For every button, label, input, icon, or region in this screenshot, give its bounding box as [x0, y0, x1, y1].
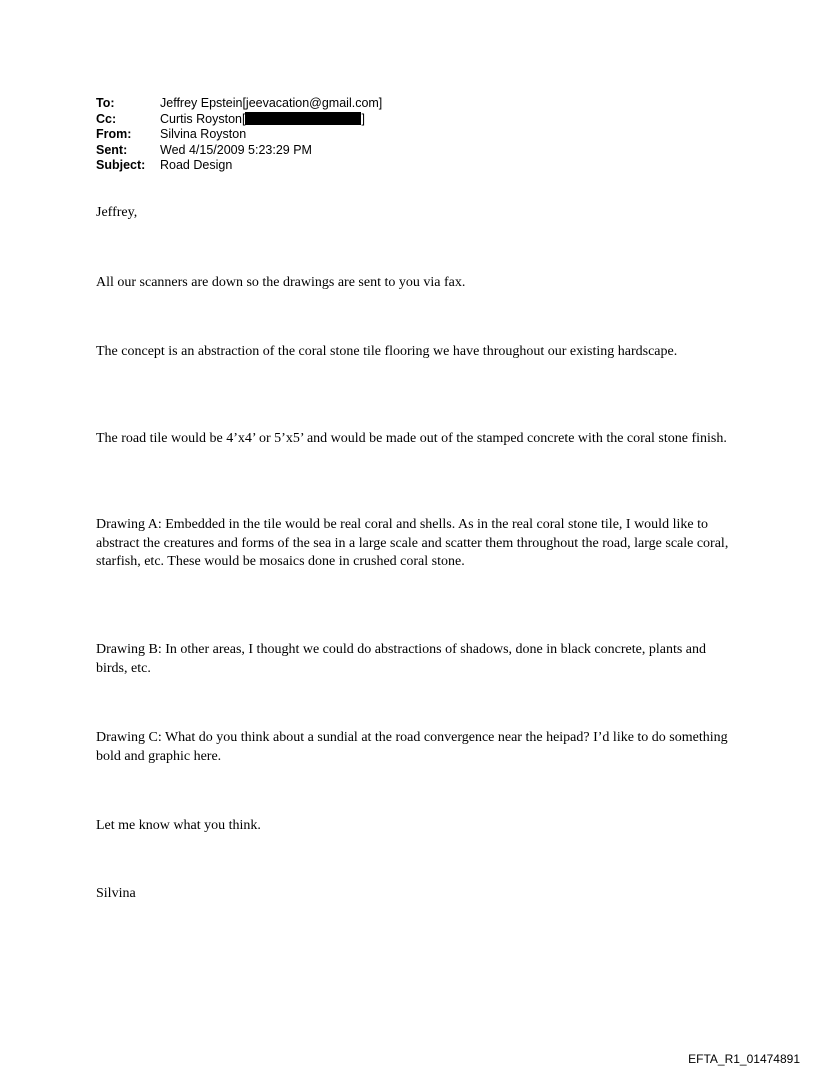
subject-row — [96, 158, 382, 174]
to-label: To: — [96, 96, 115, 110]
sent-row — [96, 143, 382, 159]
body-paragraph: Drawing A: Embedded in the tile would be real coral and shells. As in the real coral stone tile, I would like to abstract the creatures and forms of the sea in a large scale and scatter them throughout the road, large scale coral, starfish, etc. These would be mosaics done in crushed coral stone. — [96, 517, 729, 569]
to-row — [96, 96, 382, 112]
sent-value: Wed 4/15/2009 5:23:29 PM — [160, 142, 312, 157]
body-paragraph: The road tile would be 4’x4’ or 5’x5’ and would be made out of the stamped concrete with the coral stone finish. — [96, 431, 727, 446]
cc-label: Cc: — [96, 111, 117, 126]
cc-value — [160, 112, 365, 128]
body-paragraph: All our scanners are down so the drawings are sent to you via fax. — [96, 275, 466, 290]
cc-close-bracket: ] — [361, 111, 365, 126]
from-value: Silvina Royston — [160, 127, 247, 141]
redaction-box — [245, 112, 361, 125]
greeting: Jeffrey, — [96, 205, 138, 220]
cc-name: Curtis Royston[ — [160, 111, 246, 126]
cc-row — [96, 112, 382, 128]
subject-label: Subject: — [96, 158, 146, 172]
document-id: EFTA_R1_01474891 — [688, 1052, 800, 1066]
email-header — [96, 96, 382, 174]
body-paragraph: The concept is an abstraction of the coral stone tile flooring we have throughout our existing hardscape. — [96, 344, 678, 359]
body-paragraph: Drawing C: What do you think about a sundial at the road convergence near the heipad? I’d like to do something bold and graphic here. — [96, 730, 728, 764]
body-paragraph: Drawing B: In other areas, I thought we could do abstractions of shadows, done in black concrete, plants and birds, etc. — [96, 642, 706, 676]
body-paragraph: Let me know what you think. — [96, 818, 261, 833]
signature: Silvina — [96, 886, 136, 901]
from-label: From: — [96, 127, 132, 141]
sent-label: Sent: — [96, 142, 128, 157]
to-value: Jeffrey Epstein[jeevacation@gmail.com] — [160, 96, 383, 110]
subject-value: Road Design — [160, 158, 233, 172]
from-row — [96, 127, 382, 143]
